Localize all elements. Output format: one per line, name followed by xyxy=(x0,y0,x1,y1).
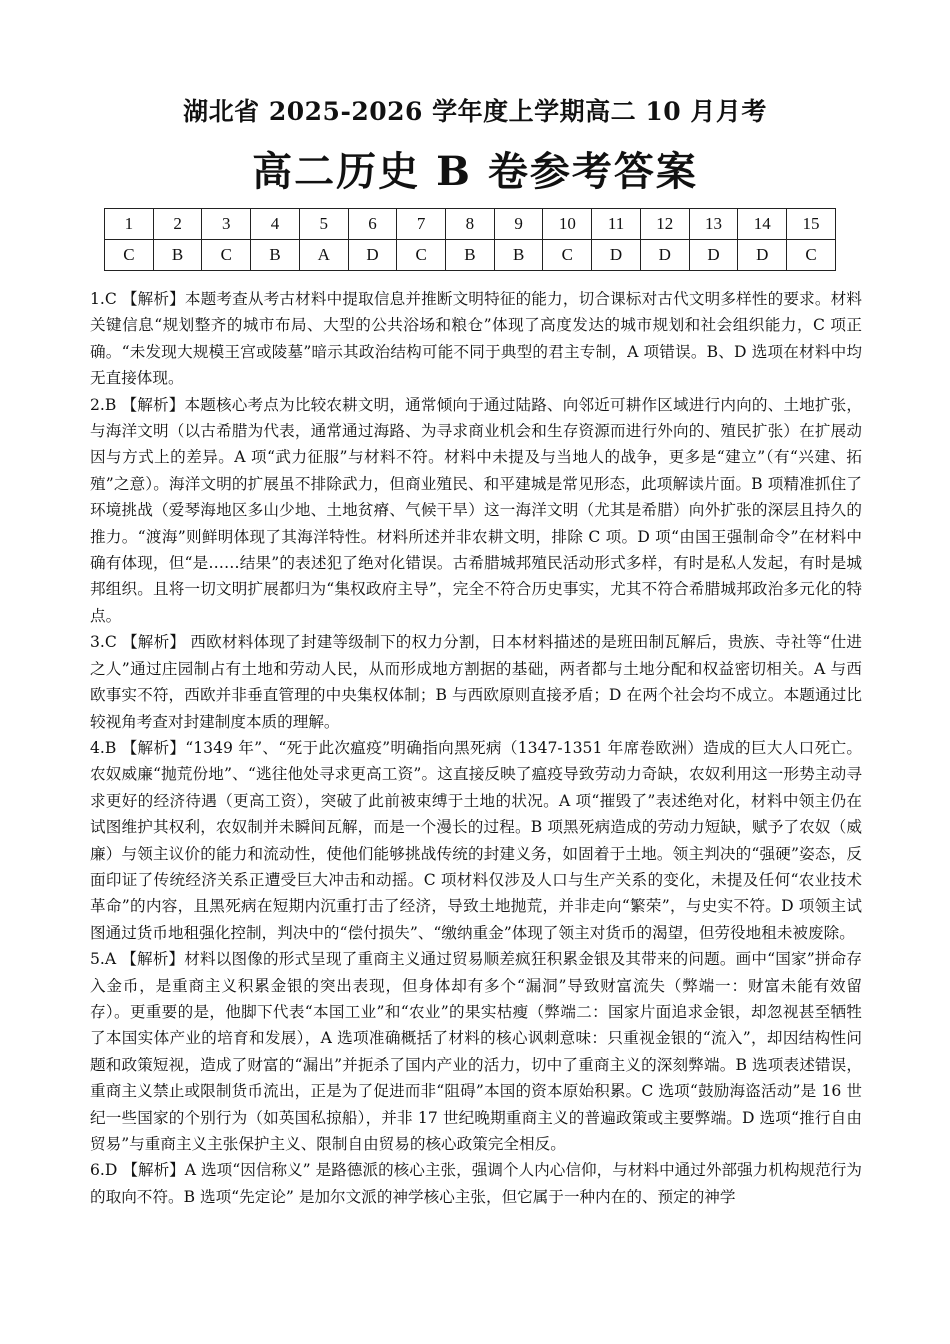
question-number: 4 xyxy=(251,209,300,240)
answer-cell: D xyxy=(592,240,641,271)
question-number: 14 xyxy=(738,209,787,240)
answer-cell: C xyxy=(543,240,592,271)
question-number: 10 xyxy=(543,209,592,240)
paper-title: 高二历史 B 卷参考答案 xyxy=(252,148,698,195)
explanation-paragraph: 2.B 【解析】本题核心考点为比较农耕文明，通常倾向于通过陆路、向邻近可耕作区域进行内向的、土地扩张，与海洋文明（以古希腊为代表，通常通过海路、为寻求商业机会和生存资源而进行外向的、殖民扩张）在扩展动因与方式上的差异。A 项“武力征服”与材料不符。材料中未提及与当地人的战争，更多是“建立”（有“兴建、拓殖”之意）。海洋文明的扩展虽不排除武力，但商业殖民、和平建城是常见形态，此项解读片面。B 项精准抓住了环境挑战（爱琴海地区多山少地、土地贫瘠、气候干旱）这一海洋文明（尤其是希腊）向外扩张的深层且持久的推力。“渡海”则鲜明体现了其海洋特性。材料所述并非农耕文明，排除 C 项。D 项“由国王强制命令”在材料中确有体现，但“是……结果”的表述犯了绝对化错误。古希腊城邦殖民活动形式多样，有时是私人发起，有时是城邦组织。且将一切文明扩展都归为“集权政府主导”，完全不符合历史事实，尤其不符合希腊城邦政治多元化的特点。 xyxy=(90,395,862,625)
answer-cell: C xyxy=(397,240,446,271)
explanation-paragraph: 6.D 【解析】A 选项“因信称义” 是路德派的核心主张，强调个人内心信仰，与材料中通过外部强力机构规范行为的取向不符。B 选项“先定论” 是加尔文派的神学核心主张，但它属于一种内在的、预定的神学 xyxy=(90,1161,862,1206)
answer-table-number-row xyxy=(105,209,836,240)
answer-cell: D xyxy=(738,240,787,271)
answer-cell: D xyxy=(689,240,738,271)
answer-table xyxy=(104,208,836,271)
answer-cell: D xyxy=(348,240,397,271)
explanation-body xyxy=(90,286,862,1210)
question-number: 15 xyxy=(787,209,836,240)
answer-table-answer-row xyxy=(105,240,836,271)
explanation-paragraph: 1.C 【解析】本题考查从考古材料中提取信息并推断文明特征的能力，切合课标对古代文明多样性的要求。材料关键信息“规划整齐的城市布局、大型的公共浴场和粮仓”体现了高度发达的城市规划和社会组织能力，C 项正确。“未发现大规模王宫或陵墓”暗示其政治结构可能不同于典型的君主专制，A 项错误。B、D 选项在材料中均无直接体现。 xyxy=(90,290,862,388)
question-number: 13 xyxy=(689,209,738,240)
question-number: 3 xyxy=(202,209,251,240)
explanation-paragraph: 3.C 【解析】 西欧材料体现了封建等级制下的权力分割，日本材料描述的是班田制瓦解后，贵族、寺社等“仕进之人”通过庄园制占有土地和劳动人民，从而形成地方割据的基础，两者都与土地分配和权益密切相关。A 与西欧事实不符，西欧并非垂直管理的中央集权体制；B 与西欧原则直接矛盾；D 在两个社会均不成立。本题通过比较视角考查对封建制度本质的理解。 xyxy=(90,633,862,731)
answer-cell: C xyxy=(787,240,836,271)
exam-title: 湖北省 2025-2026 学年度上学期高二 10 月月考 xyxy=(183,97,767,126)
answer-cell: B xyxy=(251,240,300,271)
answer-cell: C xyxy=(105,240,154,271)
answer-cell: B xyxy=(153,240,202,271)
question-number: 11 xyxy=(592,209,641,240)
question-number: 6 xyxy=(348,209,397,240)
explanation-paragraph: 5.A 【解析】材料以图像的形式呈现了重商主义通过贸易顺差疯狂积累金银及其带来的问题。画中“国家”拼命存入金币，是重商主义积累金银的突出表现，但身体却有多个“漏洞”导致财富流失（弊端一：财富未能有效留存）。更重要的是，他脚下代表“本国工业”和“农业”的果实枯瘦（弊端二：国家片面追求金银，却忽视甚至牺牲了本国实体产业的培育和发展），A 选项准确概括了材料的核心讽刺意味：只重视金银的“流入”，却因结构性问题和政策短视，造成了财富的“漏出”并扼杀了国内产业的活力，切中了重商主义的深刻弊端。B 选项表述错误，重商主义禁止或限制货币流出，正是为了促进而非“阻碍”本国的资本原始积累。C 选项“鼓励海盗活动”是 16 世纪一些国家的个别行为（如英国私掠船），并非 17 世纪晚期重商主义的普遍政策或主要弊端。D 选项“推行自由贸易”与重商主义主张保护主义、限制自由贸易的核心政策完全相反。 xyxy=(90,950,862,1153)
answer-cell: B xyxy=(446,240,495,271)
question-number: 2 xyxy=(153,209,202,240)
question-number: 7 xyxy=(397,209,446,240)
question-number: 5 xyxy=(299,209,348,240)
answer-cell: C xyxy=(202,240,251,271)
question-number: 1 xyxy=(105,209,154,240)
question-number: 12 xyxy=(640,209,689,240)
question-number: 9 xyxy=(494,209,543,240)
answer-cell: B xyxy=(494,240,543,271)
answer-cell: A xyxy=(299,240,348,271)
explanation-paragraph: 4.B 【解析】“1349 年”、“死于此次瘟疫”明确指向黑死病（1347-1351 年席卷欧洲）造成的巨大人口死亡。农奴威廉“抛荒份地”、“逃往他处寻求更高工资”。这直接反映了瘟疫导致劳动力奇缺，农奴利用这一形势主动寻求更好的经济待遇（更高工资），突破了此前被束缚于土地的状况。A 项“摧毁了”表述绝对化，材料中领主仍在试图维护其权利，农奴制并未瞬间瓦解，而是一个漫长的过程。B 项黑死病造成的劳动力短缺，赋予了农奴（威廉）与领主议价的能力和流动性，使他们能够挑战传统的封建义务，如固着于土地。领主判决的“强硬”姿态，反面印证了传统经济关系正遭受巨大冲击和动摇。C 项材料仅涉及人口与生产关系的变化，未提及任何“农业技术革命”的内容，且黑死病在短期内沉重打击了经济，导致土地抛荒，并非走向“繁荣”，与史实不符。D 项领主试图通过货币地租强化控制，判决中的“偿付损失”、“缴纳重金”体现了领主对货币的渴望，但劳役地租未被废除。 xyxy=(90,738,862,942)
question-number: 8 xyxy=(446,209,495,240)
answer-cell: D xyxy=(640,240,689,271)
